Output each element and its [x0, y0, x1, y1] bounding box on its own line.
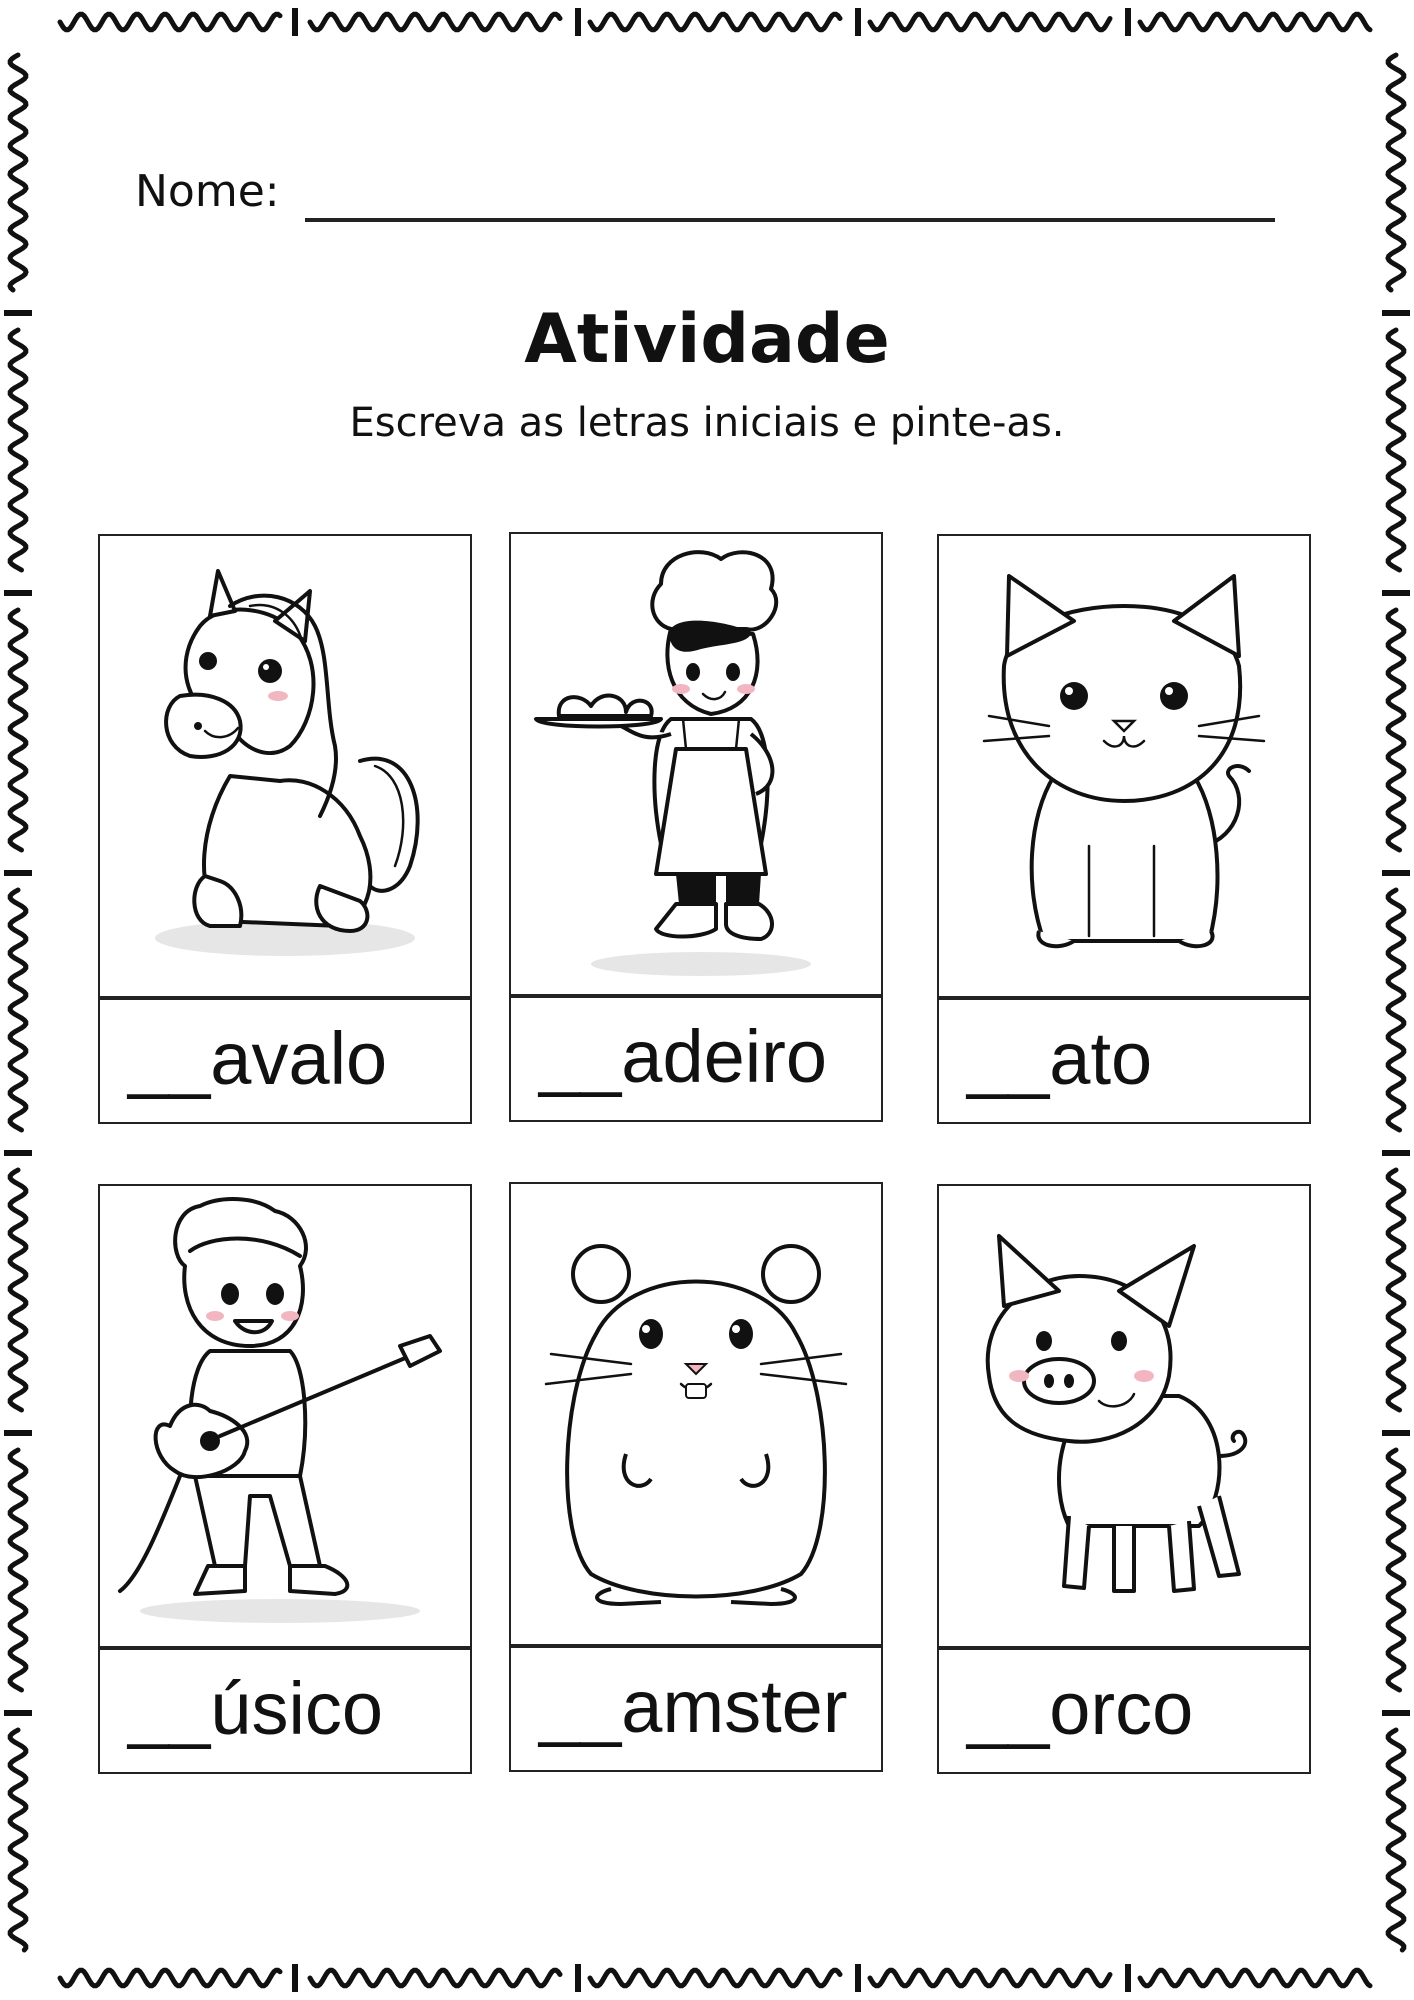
- hamster-icon: [521, 1194, 871, 1634]
- picture-frame: [98, 534, 472, 998]
- word-fill-in[interactable]: __úsico: [128, 1667, 384, 1750]
- card-baker: [509, 532, 883, 1122]
- page-title: Atividade: [524, 300, 890, 379]
- horse-icon: [110, 546, 460, 986]
- card-hamster: [509, 1182, 883, 1772]
- musician-icon: [110, 1196, 460, 1636]
- word-fill-in[interactable]: __avalo: [128, 1017, 388, 1100]
- picture-frame: [937, 534, 1311, 998]
- name-field: [135, 160, 1275, 230]
- name-label: Nome:: [135, 166, 280, 217]
- word-fill-in[interactable]: __adeiro: [539, 1015, 828, 1098]
- picture-frame: [509, 1182, 883, 1646]
- card-cat: [937, 534, 1311, 1124]
- word-box: [98, 998, 472, 1124]
- word-fill-in[interactable]: __amster: [539, 1665, 848, 1748]
- card-pig: [937, 1184, 1311, 1774]
- baker-icon: [521, 544, 871, 984]
- card-musician: [98, 1184, 472, 1774]
- name-write-line[interactable]: [305, 218, 1275, 222]
- word-box: [937, 1648, 1311, 1774]
- word-box: [937, 998, 1311, 1124]
- pig-icon: [949, 1196, 1299, 1636]
- word-fill-in[interactable]: __orco: [967, 1667, 1194, 1750]
- word-box: [98, 1648, 472, 1774]
- picture-frame: [98, 1184, 472, 1648]
- picture-frame: [509, 532, 883, 996]
- picture-frame: [937, 1184, 1311, 1648]
- card-horse: [98, 534, 472, 1124]
- word-box: [509, 996, 883, 1122]
- cat-icon: [949, 546, 1299, 986]
- word-box: [509, 1646, 883, 1772]
- word-fill-in[interactable]: __ato: [967, 1017, 1153, 1100]
- instruction-text: Escreva as letras iniciais e pinte-as.: [349, 400, 1065, 446]
